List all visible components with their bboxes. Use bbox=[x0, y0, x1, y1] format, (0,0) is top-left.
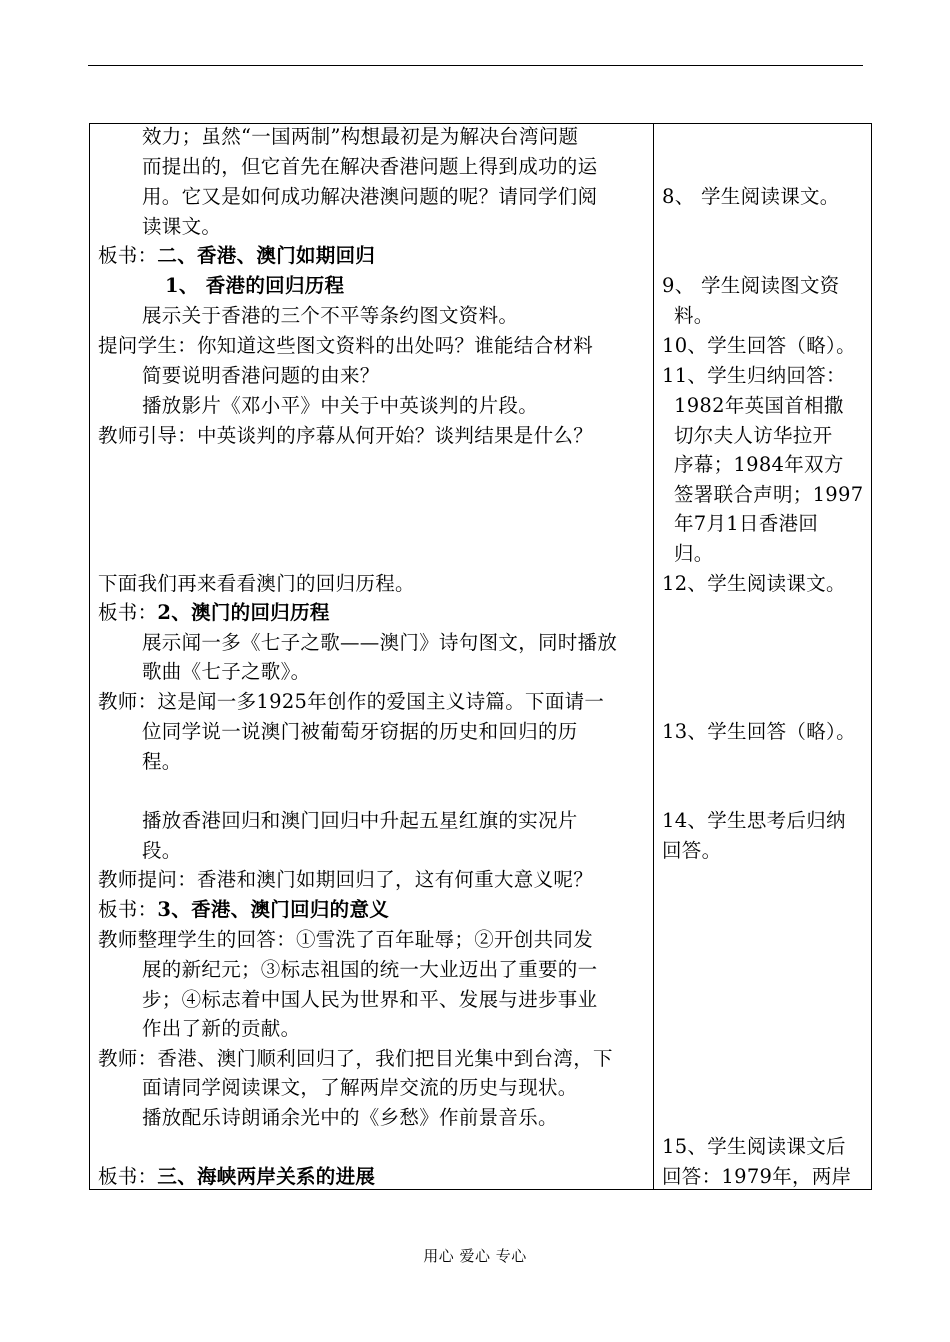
teacher-line-text: 而提出的，但它首先在解决香港问题上得到成功的运 bbox=[142, 155, 598, 178]
teacher-line bbox=[142, 1103, 558, 1133]
teacher-line-text: 教师整理学生的回答：①雪洗了百年耻辱；②开创共同发 bbox=[98, 928, 594, 951]
teacher-line bbox=[142, 1073, 578, 1103]
student-line: 回答。 bbox=[662, 839, 722, 862]
teacher-line bbox=[142, 182, 597, 212]
teacher-line bbox=[142, 152, 597, 182]
teacher-line-text: 下面我们再来看看澳门的回归历程。 bbox=[98, 572, 415, 595]
blackboard-heading: 三、海峡两岸关系的进展 bbox=[157, 1165, 376, 1188]
teacher-line-text: 教师引导：中英谈判的序幕从何开始？谈判结果是什么？ bbox=[98, 424, 594, 447]
blackboard-heading: 二、香港、澳门如期回归 bbox=[157, 244, 376, 267]
teacher-line bbox=[98, 687, 604, 717]
student-line: 签署联合声明；1997 bbox=[674, 483, 864, 506]
teacher-line bbox=[98, 865, 593, 895]
teacher-line-text: 用。它又是如何成功解决港澳问题的呢？请同学们阅 bbox=[142, 185, 598, 208]
student-line: 年7月1日香港回 bbox=[674, 512, 819, 535]
teacher-line-text: 1、 香港的回归历程 bbox=[165, 274, 345, 297]
teacher-line bbox=[142, 985, 597, 1015]
teacher-line bbox=[142, 747, 182, 777]
teacher-line bbox=[142, 1014, 300, 1044]
student-line: 8、 学生阅读课文。 bbox=[662, 185, 840, 208]
teacher-line-text: 播放香港回归和澳门回归中升起五星红旗的实况片 bbox=[142, 809, 578, 832]
teacher-line bbox=[142, 391, 538, 421]
teacher-line-text: 位同学说一说澳门被葡萄牙窃据的历史和回归的历 bbox=[142, 720, 578, 743]
teacher-line-text: 教师：这是闻一多1925年创作的爱国主义诗篇。下面请一 bbox=[98, 690, 605, 713]
header-rule bbox=[88, 65, 863, 66]
teacher-line bbox=[165, 271, 344, 301]
student-line: 14、学生思考后归纳 bbox=[662, 809, 846, 832]
student-line: 1982年英国首相撒 bbox=[674, 394, 844, 417]
student-line: 切尔夫人访华拉开 bbox=[674, 424, 833, 447]
teacher-line-text: 教师：香港、澳门顺利回归了，我们把目光集中到台湾，下 bbox=[98, 1047, 613, 1070]
teacher-line-text: 歌曲《七子之歌》。 bbox=[142, 660, 311, 683]
teacher-line-text: 板书： bbox=[98, 898, 158, 921]
teacher-line bbox=[142, 301, 518, 331]
column-divider bbox=[653, 123, 654, 1190]
teacher-line-text: 展示关于香港的三个不平等条约图文资料。 bbox=[142, 304, 519, 327]
teacher-line bbox=[98, 331, 593, 361]
teacher-line bbox=[142, 955, 597, 985]
teacher-line bbox=[98, 241, 375, 271]
student-line: 料。 bbox=[674, 304, 714, 327]
teacher-line-text: 读课文。 bbox=[142, 215, 222, 238]
student-line: 11、学生归纳回答： bbox=[662, 364, 846, 387]
student-line: 序幕；1984年双方 bbox=[674, 453, 844, 476]
teacher-line bbox=[142, 212, 221, 242]
page-footer: 用心 爱心 专心 bbox=[423, 1247, 527, 1265]
teacher-line-text: 播放配乐诗朗诵余光中的《乡愁》作前景音乐。 bbox=[142, 1106, 558, 1129]
student-line: 10、学生回答（略）。 bbox=[662, 334, 856, 357]
teacher-line bbox=[142, 628, 617, 658]
teacher-line-text: 面请同学阅读课文，了解两岸交流的历史与现状。 bbox=[142, 1076, 578, 1099]
teacher-line bbox=[142, 122, 578, 152]
blackboard-heading: 2、澳门的回归历程 bbox=[157, 601, 330, 624]
student-line: 9、 学生阅读图文资 bbox=[662, 274, 840, 297]
teacher-line-text: 展示闻一多《七子之歌——澳门》诗句图文，同时播放 bbox=[142, 631, 618, 654]
teacher-line-text: 作出了新的贡献。 bbox=[142, 1017, 301, 1040]
teacher-line bbox=[98, 1044, 613, 1074]
teacher-line bbox=[142, 836, 182, 866]
teacher-line-text: 段。 bbox=[142, 839, 182, 862]
teacher-line-text: 提问学生：你知道这些图文资料的出处吗？谁能结合材料 bbox=[98, 334, 594, 357]
teacher-line bbox=[98, 598, 330, 628]
teacher-line-text: 教师提问：香港和澳门如期回归了，这有何重大意义呢？ bbox=[98, 868, 594, 891]
teacher-line bbox=[142, 806, 578, 836]
teacher-line bbox=[98, 569, 415, 599]
teacher-line bbox=[98, 925, 593, 955]
teacher-line-text: 展的新纪元；③标志祖国的统一大业迈出了重要的一 bbox=[142, 958, 598, 981]
teacher-line bbox=[142, 717, 578, 747]
teacher-line bbox=[142, 657, 310, 687]
teacher-line bbox=[98, 895, 389, 925]
teacher-line-text: 板书： bbox=[98, 1165, 158, 1188]
student-line: 归。 bbox=[674, 542, 714, 565]
teacher-line-text: 程。 bbox=[142, 750, 182, 773]
teacher-line bbox=[142, 361, 380, 391]
student-line: 15、学生阅读课文后 bbox=[662, 1135, 846, 1158]
teacher-line-text: 板书： bbox=[98, 601, 158, 624]
student-line: 13、学生回答（略）。 bbox=[662, 720, 856, 743]
teacher-line-text: 简要说明香港问题的由来？ bbox=[142, 364, 380, 387]
teacher-line bbox=[98, 421, 593, 451]
student-line: 回答：1979年，两岸 bbox=[662, 1165, 852, 1188]
teacher-line-text: 步；④标志着中国人民为世界和平、发展与进步事业 bbox=[142, 988, 598, 1011]
teacher-line-text: 板书： bbox=[98, 244, 158, 267]
teacher-line bbox=[98, 1162, 375, 1192]
teacher-line-text: 效力；虽然“一国两制”构想最初是为解决台湾问题 bbox=[142, 125, 579, 148]
student-line: 12、学生阅读课文。 bbox=[662, 572, 846, 595]
blackboard-heading: 3、香港、澳门回归的意义 bbox=[157, 898, 390, 921]
teacher-line-text: 播放影片《邓小平》中关于中英谈判的片段。 bbox=[142, 394, 539, 417]
